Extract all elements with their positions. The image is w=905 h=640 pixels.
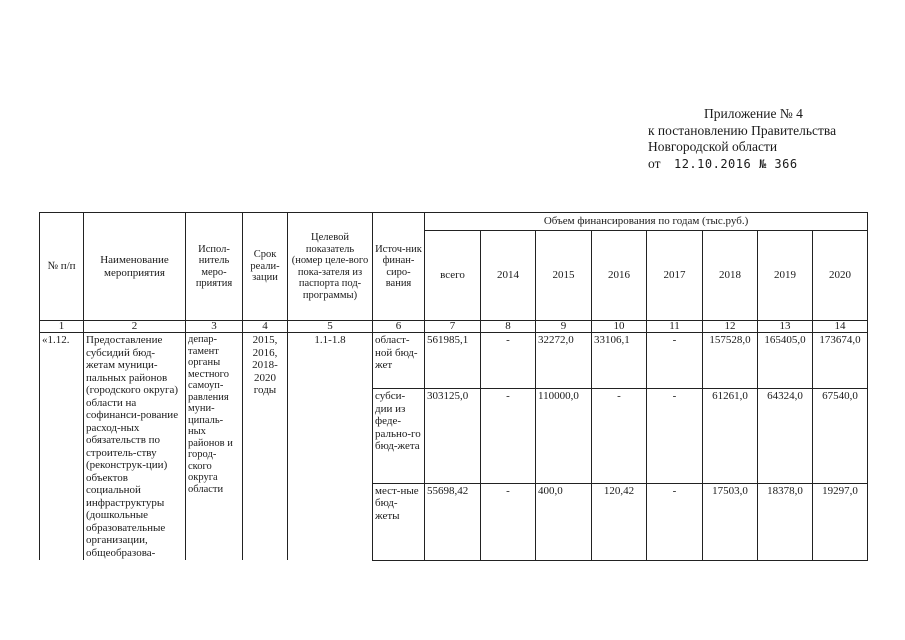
cell-value: 173674,0	[813, 333, 868, 389]
header-row-1	[40, 213, 868, 231]
cell-value: -	[592, 389, 647, 484]
col-number: 14	[813, 321, 868, 333]
resolution-ref: к постановлению Правительства	[648, 122, 837, 138]
cell-value: 67540,0	[813, 389, 868, 484]
col-year-header: 2019	[758, 231, 813, 321]
cell-total: 303125,0	[425, 389, 481, 484]
col-number: 5	[288, 321, 373, 333]
cell-total: 55698,42	[425, 483, 481, 560]
cell-value: -	[481, 389, 536, 484]
col-number: 1	[40, 321, 84, 333]
cell-value: 33106,1	[592, 333, 647, 389]
col-term-header: Срок реали-зации	[243, 213, 288, 321]
cell-value: 165405,0	[758, 333, 813, 389]
document-header	[648, 106, 888, 172]
source-label: мест-ные бюд-жеты	[373, 483, 425, 560]
cell-value: 64324,0	[758, 389, 813, 484]
col-year-header: 2017	[647, 231, 703, 321]
resolution-date-number: 12.10.2016 № 366	[673, 156, 798, 171]
cell-value: -	[647, 483, 703, 560]
col-number: 6	[373, 321, 425, 333]
appendix-title: Приложение № 4	[704, 106, 803, 121]
financing-table	[39, 212, 868, 561]
col-year-header: 2015	[536, 231, 592, 321]
col-year-header: 2018	[703, 231, 758, 321]
col-number: 3	[186, 321, 243, 333]
col-num-header: № п/п	[40, 213, 84, 321]
col-number: 12	[703, 321, 758, 333]
cell-total: 561985,1	[425, 333, 481, 389]
cell-value: 19297,0	[813, 483, 868, 560]
table-row-source-1	[40, 333, 868, 389]
col-number: 9	[536, 321, 592, 333]
cell-value: 157528,0	[703, 333, 758, 389]
target-indicator: 1.1-1.8	[288, 333, 373, 561]
cell-value: -	[647, 333, 703, 389]
col-target-header: Целевой показатель (номер целе-вого пока-зателя из паспорта под-программы)	[288, 213, 373, 321]
cell-value: -	[647, 389, 703, 484]
date-prefix: от	[648, 155, 661, 171]
col-year-header: 2014	[481, 231, 536, 321]
col-total-header: всего	[425, 231, 481, 321]
col-executor-header: Испол-нитель меро-приятия	[186, 213, 243, 321]
cell-value: 110000,0	[536, 389, 592, 484]
col-number: 4	[243, 321, 288, 333]
source-label: субси-дии из феде-рально-го бюд-жета	[373, 389, 425, 484]
cell-value: 400,0	[536, 483, 592, 560]
region-name: Новгородской области	[648, 139, 778, 154]
col-year-header: 2020	[813, 231, 868, 321]
cell-value: -	[481, 333, 536, 389]
column-number-row	[40, 321, 868, 333]
term: 2015, 2016, 2018-2020 годы	[243, 333, 288, 561]
col-name-header: Наименование мероприятия	[84, 213, 186, 321]
cell-value: 61261,0	[703, 389, 758, 484]
col-number: 10	[592, 321, 647, 333]
resolution-date-line	[648, 156, 888, 173]
row-number: «1.12.	[40, 333, 84, 561]
financing-group-header: Объем финансирования по годам (тыс.руб.)	[425, 213, 868, 231]
col-number: 7	[425, 321, 481, 333]
cell-value: 18378,0	[758, 483, 813, 560]
cell-value: 120,42	[592, 483, 647, 560]
col-source-header: Источ-ник финан-сиро-вания	[373, 213, 425, 321]
measure-name: Предоставление субсидий бюд-жетам муници-пальных районов (городского округа) области на софинанси-рование расход-ных обязательств по строитель-ству (реконструк-ции) объектов социальной инфраструктуры (дошкольные образовательные организации, общеобразова-	[84, 333, 186, 561]
cell-value: 17503,0	[703, 483, 758, 560]
cell-value: -	[481, 483, 536, 560]
financing-table-wrap	[39, 212, 867, 570]
col-number: 11	[647, 321, 703, 333]
col-number: 2	[84, 321, 186, 333]
col-number: 8	[481, 321, 536, 333]
col-year-header: 2016	[592, 231, 647, 321]
cell-value: 32272,0	[536, 333, 592, 389]
col-number: 13	[758, 321, 813, 333]
source-label: област-ной бюд-жет	[373, 333, 425, 389]
executor: депар-тамент органы местного самоуп-равления муни-ципаль-ных районов и город-ского округа области	[186, 333, 243, 561]
